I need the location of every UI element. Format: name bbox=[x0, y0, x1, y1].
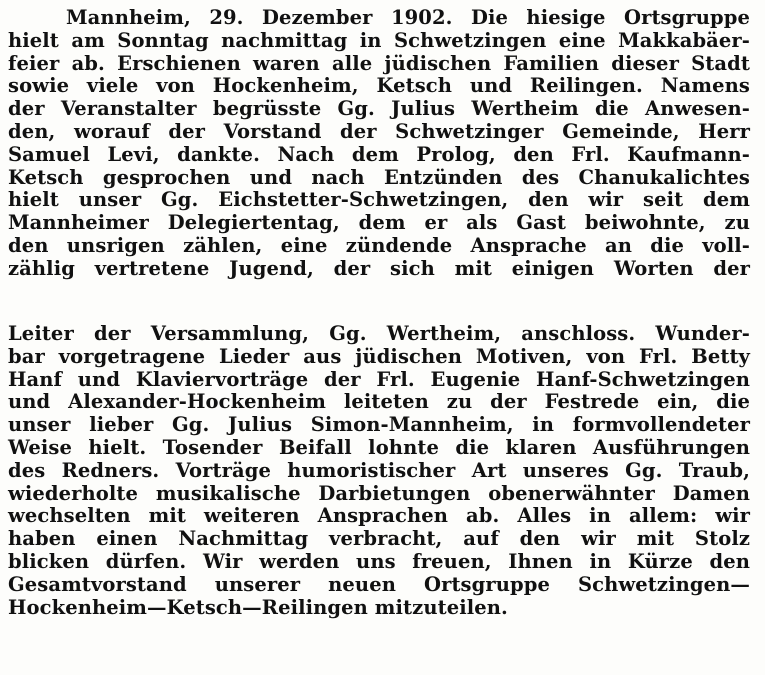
paragraph-1 bbox=[8, 7, 750, 281]
text-line: sowie viele von Hockenheim, Ketsch und Reilingen. Namens bbox=[8, 74, 750, 98]
text-line: Ketsch gesprochen und nach Entzünden des Chanukalichtes bbox=[8, 165, 750, 189]
text-line: den unsrigen zählen, eine zündende Ansprache an die voll- bbox=[8, 233, 750, 257]
text-line: Hockenheim—Ketsch—Reilingen mitzuteilen. bbox=[8, 595, 508, 619]
text-line: Leiter der Versammlung, Gg. Wertheim, anschloss. Wunder- bbox=[8, 322, 750, 345]
text-line: Weise hielt. Tosender Beifall lohnte die klaren Ausführungen bbox=[8, 435, 750, 459]
text-line: blicken dürfen. Wir werden uns freuen, Ihnen in Kürze den bbox=[8, 549, 750, 573]
text-line: bar vorgetragene Lieder aus jüdischen Motiven, von Frl. Betty bbox=[8, 344, 750, 368]
text-line: wiederholte musikalische Darbietungen obenerwähnter Damen bbox=[8, 481, 750, 505]
text-line: unser lieber Gg. Julius Simon-Mannheim, in formvollendeter bbox=[8, 413, 750, 437]
text-line: hielt am Sonntag nachmittag in Schwetzingen eine Makkabäer- bbox=[8, 28, 750, 52]
text-line: zählig vertretene Jugend, der sich mit einigen Worten der bbox=[8, 256, 750, 280]
text-line: Gesamtvorstand unserer neuen Ortsgruppe Schwetzingen— bbox=[8, 572, 750, 596]
text-line: Hanf und Klaviervorträge der Frl. Eugenie Hanf-Schwetzingen bbox=[8, 367, 750, 391]
text-line: der Veranstalter begrüsste Gg. Julius Wertheim die Anwesen- bbox=[8, 97, 750, 121]
text-line: und Alexander-Hockenheim leiteten zu der Festrede ein, die bbox=[8, 390, 750, 414]
text-line: feier ab. Erschienen waren alle jüdischen Familien dieser Stadt bbox=[8, 51, 750, 75]
text-line: den, worauf der Vorstand der Schwetzinger Gemeinde, Herr bbox=[8, 119, 750, 143]
paragraph-2 bbox=[8, 323, 750, 619]
text-line: des Redners. Vorträge humoristischer Art unseres Gg. Traub, bbox=[8, 458, 750, 482]
text-line: Mannheimer Delegiertentag, dem er als Gast beiwohnte, zu bbox=[8, 211, 750, 235]
text-line: Samuel Levi, dankte. Nach dem Prolog, den Frl. Kaufmann- bbox=[8, 142, 750, 166]
text-line: Mannheim, 29. Dezember 1902. Die hiesige Ortsgruppe bbox=[66, 6, 750, 29]
text-line: haben einen Nachmittag verbracht, auf den wir mit Stolz bbox=[8, 527, 750, 551]
text-line: wechselten mit weiteren Ansprachen ab. Alles in allem: wir bbox=[8, 504, 750, 528]
text-line: hielt unser Gg. Eichstetter-Schwetzingen, den wir seit dem bbox=[8, 188, 750, 212]
